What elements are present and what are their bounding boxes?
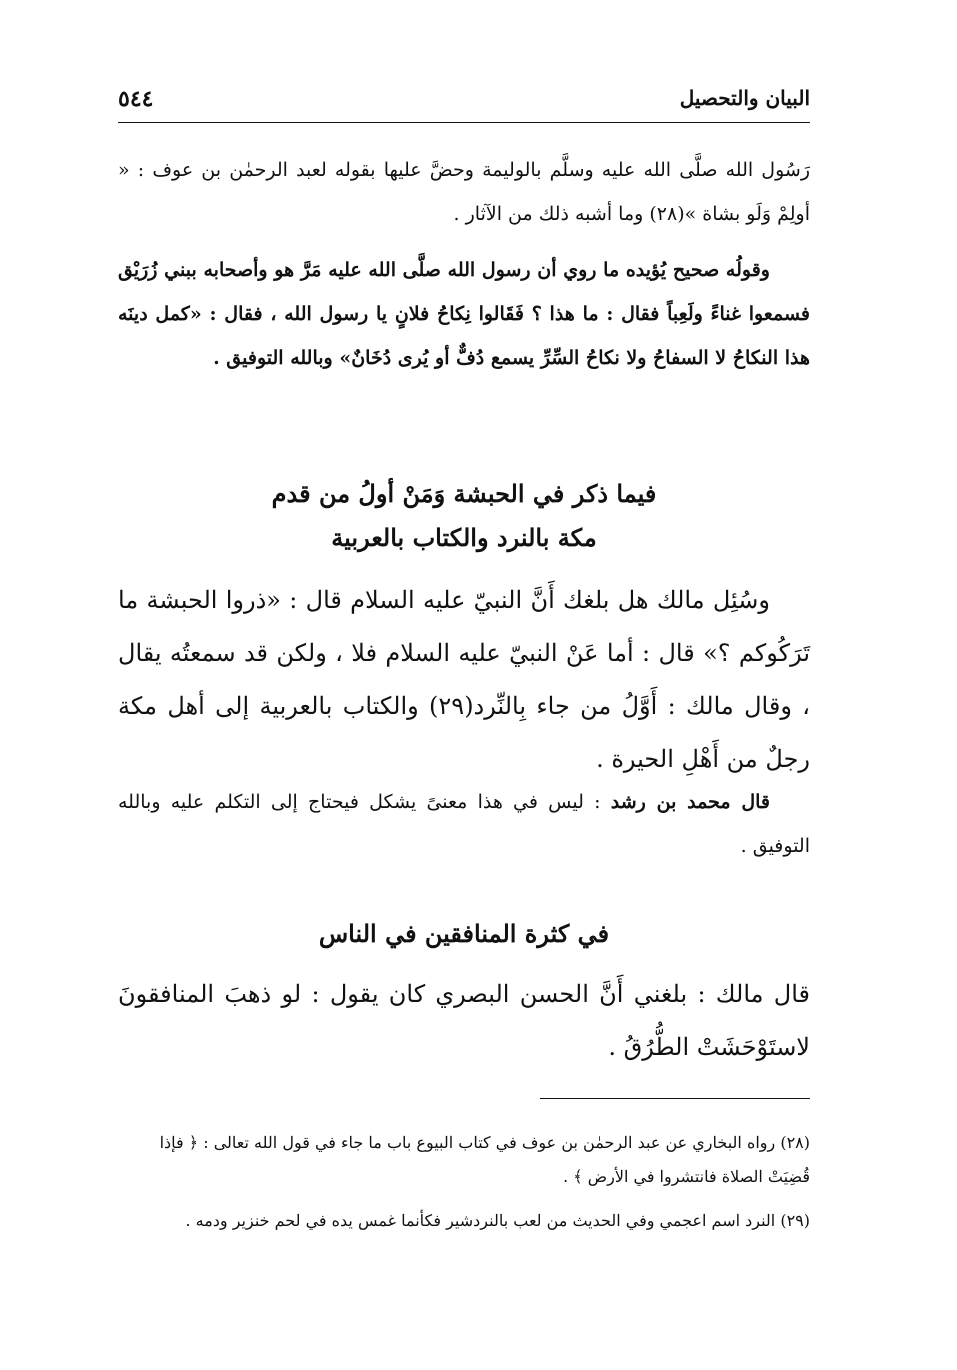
page-number: ٥٤٤ <box>118 86 154 112</box>
footnote-separator <box>540 1098 810 1099</box>
section-heading-1-line-1: فيما ذكر في الحبشة وَمَنْ أولُ من قدم <box>271 479 657 508</box>
footnote-28: (٢٨) رواه البخاري عن عبد الرحمٰن بن عوف في كتاب البيوع باب ما جاء في قول الله تعالى : ﴿ فإذا قُضِيَتْ الصلاة فانتشروا في الأرض ﴾ . <box>159 1133 810 1186</box>
paragraph-4-text: : ليس في هذا معنىً يشكل فيحتاج إلى التكلم عليه وبالله التوفيق . <box>118 791 810 857</box>
section-heading-1-line-2: مكة بالنرد والكتاب بالعربية <box>331 523 597 552</box>
speaker-name: قال محمد بن رشد <box>610 791 770 813</box>
paragraph-5: قال مالك : بلغني أَنَّ الحسن البصري كان يقول : لو ذهبَ المنافقونَ لاستَوْحَشَتْ الطُّرُقُ . <box>118 980 810 1061</box>
running-title: البيان والتحصيل <box>679 86 810 110</box>
paragraph-4 <box>118 780 810 868</box>
paragraph-1: رَسُول الله صلَّى الله عليه وسلَّم بالوليمة وحضَّ عليها بقوله لعبد الرحمٰن بن عوف : « أولِمْ وَلَو بشاة »(٢٨) وما أشبه ذلك من الآثار . <box>118 159 810 225</box>
running-header <box>118 82 810 123</box>
paragraph-2: وقولُه صحيح يُؤيده ما روي أن رسول الله صلَّى الله عليه مَرَّ هو وأصحابه ببني زُرَيْق فسمعوا غناءً ولَعِباً فقال : ما هذا ؟ فَقَالوا نِكاحُ فلانٍ يا رسول الله ، فقال : «كمل دينَه هذا النكاحُ لا السفاحُ ولا نكاحُ السِّرِّ يسمع دُفٌّ أو يُرى دُخَانٌ» وبالله التوفيق . <box>118 259 810 369</box>
section-heading-2: في كثرة المنافقين في الناس <box>318 919 610 948</box>
paragraph-3: وسُئِل مالك هل بلغك أَنَّ النبيّ عليه السلام قال : «ذروا الحبشة ما تَرَكُوكم ؟» قال : أما عَنْ النبيّ عليه السلام فلا ، ولكن قد سمعتُه يقال ، وقال مالك : أَوَّلُ من جاء بِالنِّرد(٢٩) والكتاب بالعربية إلى أهل مكة رجلٌ من أَهْلِ الحيرة . <box>118 586 810 773</box>
footnote-29: (٢٩) النرد اسم اعجمي وفي الحديث من لعب بالنردشير فكأنما غمس يده في لحم خنزير ودمه . <box>185 1211 810 1230</box>
